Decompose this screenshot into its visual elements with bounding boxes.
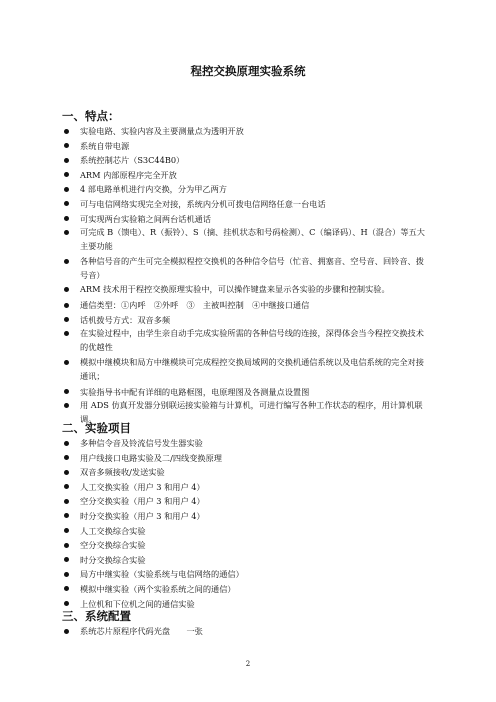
- bullet-icon: [64, 201, 69, 206]
- list-item: 实验电路、实验内容及主要测量点为透明开放: [62, 124, 432, 139]
- bullet-icon: [64, 403, 69, 408]
- bullet-icon: [64, 331, 69, 336]
- bullet-icon: [64, 230, 69, 235]
- list-item: 用户线接口电路实验及二/四线变换原理: [62, 451, 432, 466]
- list-item: 模拟中继模块和局方中继模块可完成程控交换局域网的交换机通信系统以及电信系统的完全对接通讯；: [62, 356, 432, 385]
- bullet-icon: [64, 317, 69, 322]
- bullet-icon: [64, 172, 69, 177]
- list-item: 可与电信网络实现完全对接，系统内分机可拨电信网络任意一台电话: [62, 197, 432, 212]
- bullet-icon: [64, 158, 69, 163]
- bullet-icon: [64, 543, 69, 548]
- bullet-icon: [64, 259, 69, 264]
- list-item: 时分交换综合实验: [62, 553, 432, 568]
- section-heading-features: 一、特点：: [62, 109, 120, 123]
- list-item: 在实验过程中，由学生亲自动手完成实验所需的各种信号线的连接，深得体会当今程控交换技术的优越性: [62, 327, 432, 356]
- list-item: 多种信令音及铃流信号发生器实验: [62, 436, 432, 451]
- bullet-icon: [64, 528, 69, 533]
- list-item: 用 ADS 仿真开发器分别联运接实验箱与计算机，可进行编写各种工作状态的程序，用计算机联调。: [62, 399, 432, 428]
- bullet-icon: [64, 143, 69, 148]
- bullet-icon: [64, 470, 69, 475]
- list-item: 人工交换综合实验: [62, 524, 432, 539]
- list-item: ARM 技术用于程控交换原理实验中，可以操作键盘来显示各实验的步骤和控制实验。: [62, 283, 432, 298]
- list-item: 实验指导书中配有详细的电路框图，电原理图及各测量点设置图: [62, 385, 432, 400]
- bullet-icon: [64, 455, 69, 460]
- list-item: 上位机和下位机之间的通信实验: [62, 597, 432, 612]
- bullet-icon: [64, 484, 69, 489]
- list-item: 时分交换实验（用户 3 和用户 4）: [62, 509, 432, 524]
- bullet-icon: [64, 499, 69, 504]
- bullet-icon: [64, 129, 69, 134]
- bullet-icon: [64, 513, 69, 518]
- bullet-icon: [64, 629, 69, 634]
- bullet-icon: [64, 389, 69, 394]
- list-item: 模拟中继实验（两个实验系统之间的通信）: [62, 582, 432, 597]
- bullet-icon: [64, 557, 69, 562]
- list-item: 双音多频接收/发送实验: [62, 465, 432, 480]
- bullet-icon: [64, 360, 69, 365]
- list-item: 局方中继实验（实验系统与电信网络的通信）: [62, 567, 432, 582]
- list-item: 可完成 B（馈电）、R（振铃）、S（摘、挂机状态和号码检测）、C（编译码）、H（混合）等五大主要功能: [62, 226, 432, 255]
- list-item: 系统自带电源: [62, 139, 432, 154]
- page-number: 2: [245, 660, 251, 668]
- config-list: [62, 624, 432, 639]
- bullet-icon: [64, 572, 69, 577]
- list-item: 各种信号音的产生可完全模拟程控交换机的各种信令信号（忙音、拥塞音、空号音、回铃音、拨号音）: [62, 255, 432, 284]
- bullet-icon: [64, 303, 69, 308]
- list-item: 空分交换实验（用户 3 和用户 4）: [62, 494, 432, 509]
- list-item: 系统芯片原程序代码光盘 一张: [62, 624, 432, 639]
- list-item: 通信类型：①内呼 ②外呼 ③ 主被叫控制 ④中继接口通信: [62, 298, 432, 313]
- features-list: [62, 124, 432, 428]
- section-heading-config: 三、系统配置: [62, 609, 131, 623]
- section-heading-experiments: 二、实验项目: [62, 421, 131, 435]
- list-item: 空分交换综合实验: [62, 538, 432, 553]
- list-item: 人工交换实验（用户 3 和用户 4）: [62, 480, 432, 495]
- bullet-icon: [64, 187, 69, 192]
- list-item: ARM 内部原程序完全开放: [62, 168, 432, 183]
- bullet-icon: [64, 441, 69, 446]
- bullet-icon: [64, 287, 69, 292]
- list-item: 可实现两台实验箱之间两台话机通话: [62, 212, 432, 227]
- list-item: 4 部电路单机进行内交换，分为甲乙两方: [62, 182, 432, 197]
- list-item: 话机拨号方式：双音多频: [62, 313, 432, 328]
- bullet-icon: [64, 586, 69, 591]
- experiments-list: [62, 436, 432, 611]
- bullet-icon: [64, 216, 69, 221]
- document-title: 程控交换原理实验系统: [190, 64, 306, 78]
- bullet-icon: [64, 601, 69, 606]
- list-item: 系统控制芯片（S3C44B0）: [62, 153, 432, 168]
